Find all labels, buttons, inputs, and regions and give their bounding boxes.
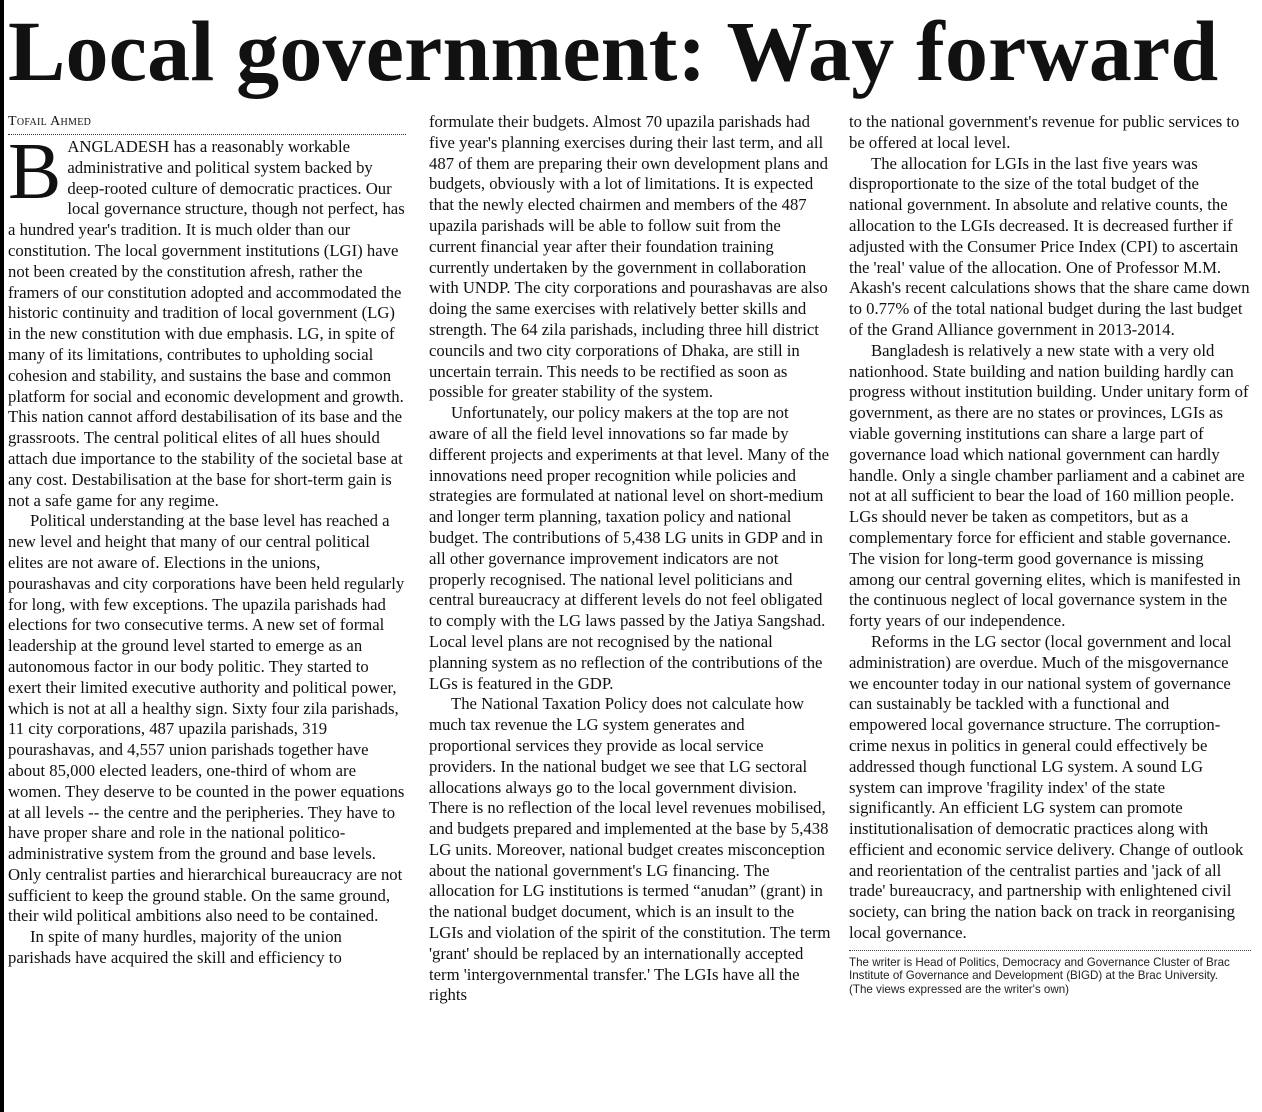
footnote-divider [849,950,1251,951]
lead-text: ANGLADESH has a reasonably workable administrative and political system backed by deep-rooted culture of democratic practices. Our local governance structure, though not perfect, has a hundred year's tradition. It is much older than our constitution. The local government institutions (LGI) have not been created by the constitution afresh, rather the framers of our constitution adopted and accommodated the historic continuity and tradition of local government (LG) in the new constitution with due emphasis. LG, in spite of many of its limitations, contributes to upholding social cohesion and stability, and sustains the base and common platform for social and economic development and growth. This nation cannot afford destabilisation of its base and the grassroots. The central political elites of all hues should attach due importance to the stability of the societal base at any cost. Destabilisation at the base for short-term gain is not a safe game for any regime. [8,137,405,510]
paragraph: Unfortunately, our policy makers at the top are not aware of all the field level innovations so far made by different projects and experiments at that level. Many of the innovations need proper recognition while policies and strategies are formulated at national level on short-medium and longer term planning, taxation policy and national budget. The contributions of 5,438 LG units in GDP and in all other governance improvement indicators are not properly recognised. The national level politicians and central bureaucracy at different levels do not feel obligated to comply with the LG laws passed by the Jatiya Sangshad. Local level plans are not recognised by the national planning system as no reflection of the contributions of the LGs is featured in the GDP. [429,403,830,693]
page-edge-rule [0,0,4,1112]
paragraph: In spite of many hurdles, majority of the union parishads have acquired the skill and efficiency to [8,927,342,968]
paragraph: The National Taxation Policy does not calculate how much tax revenue the LG system generates and proportional services they provide as local service providers. In the national budget we see that LG sectoral allocations always go to the local government division. There is no reflection of the local level revenues mobilised, and budgets prepared and implemented at the base by 5,438 LG units. Moreover, national budget creates misconception about the national government's LG financing. The allocation for LG institutions is termed “anudan” (grant) in the national budget document, which is an insult to the LGIs and violation of the spirit of the constitution. The term 'grant' should be replaced by an internationally accepted term 'intergovernmental transfer.' The LGIs have all the rights [429,694,831,1005]
disclaimer: (The views expressed are the writer's own) [849,982,1069,996]
column-1 [8,112,406,969]
author-bio: The writer is Head of Politics, Democracy and Governance Cluster of Brac Institute of Governance and Development (BIGD) at the Brac University. [849,955,1230,983]
paragraph: The allocation for LGIs in the last five years was disproportionate to the size of the total budget of the national government. In absolute and relative counts, the allocation to the LGIs decreased. It is decreased further if adjusted with the Consumer Price Index (CPI) to ascertain the 'real' value of the allocation. One of Professor M.M. Akash's recent calculations shows that the share came down to 0.77% of the total national budget during the last budget of the Grand Alliance government in 2013-2014. [849,153,1250,339]
drop-cap: B [8,128,62,216]
headline: Local government: Way forward [8,3,1219,99]
byline-divider [8,134,406,135]
column-3 [849,112,1251,996]
author-note [849,956,1251,996]
column-2 [429,112,831,1006]
paragraph: Reforms in the LG sector (local government and local administration) are overdue. Much of the misgovernance we encounter today in our national system of governance can sustainably be tackled with a functional and empowered local governance structure. The corruption-crime nexus in politics in general could effectively be addressed though functional LG system. A sound LG system can improve 'fragility index' of the state significantly. An efficient LG system can promote institutionalisation of democratic practices along with efficient and economic service delivery. Change of outlook and reorientation of the centralist parties and 'jack of all trade' bureaucracy, and partnership with enlightened civil society, can bring the nation back on track in reorganising local governance. [849,631,1244,943]
lead-paragraph [8,128,406,511]
paragraph: to the national government's revenue for public services to be offered at local level. [849,112,1240,152]
paragraph: formulate their budgets. Almost 70 upazila parishads had five year's planning exercises during their last term, and all 487 of them are preparing their own development plans and budgets, obviously with a lot of limitations. It is expected that the newly elected chairmen and members of the 487 upazila parishads will be able to follow suit from the current financial year after their foundation training currently undertaken by the government in collaboration with UNDP. The city corporations and pourashavas are also doing the same exercises with relatively better skills and strength. The 64 zila parishads, including three hill district councils and two city corporations of Dhaka, are still in uncertain terrain. This needs to be rectified as soon as possible for greater stability of the system. [429,112,828,402]
paragraph: Bangladesh is relatively a new state with a very old nationhood. State building and nation building hardly can progress without institution building. Under unitary form of government, as there are no states or provinces, LGIs as viable governing institutions can share a large part of governance load which national government can hardly handle. Only a single chamber parliament and a cabinet are not at all sufficient to bear the load of 160 million people. LGs should never be taken as competitors, but as a complementary force for efficient and stable governance. The vision for long-term good governance is missing among our central governing elites, which is manifested in the continuous neglect of local governance system in the forty years of our independence. [849,340,1249,631]
paragraph: Political understanding at the base level has reached a new level and height that many of our central political elites are not aware of. Elections in the unions, pourashavas and city corporations have been held regularly for long, with few exceptions. The upazila parishads had elections for two consecutive terms. A new set of formal leadership at the ground level started to emerge as an autonomous factor in our body politic. They started to exert their limited executive authority and political power, which is not at all a healthy sign. Sixty four zila parishads, 11 city corporations, 487 upazila parishads, 319 pourashavas, and 4,557 union parishads together have about 85,000 elected leaders, one-third of whom are women. They deserve to be counted in the power equations at all levels -- the centre and the peripheries. They have to have proper share and role in the national politico-administrative system from the ground and base levels. Only centralist parties and hierarchical bureaucracy are not sufficient to keep the ground stable. On the same ground, their wild political ambitions also need to be contained. [8,511,405,926]
byline: Tofail Ahmed [8,114,92,129]
